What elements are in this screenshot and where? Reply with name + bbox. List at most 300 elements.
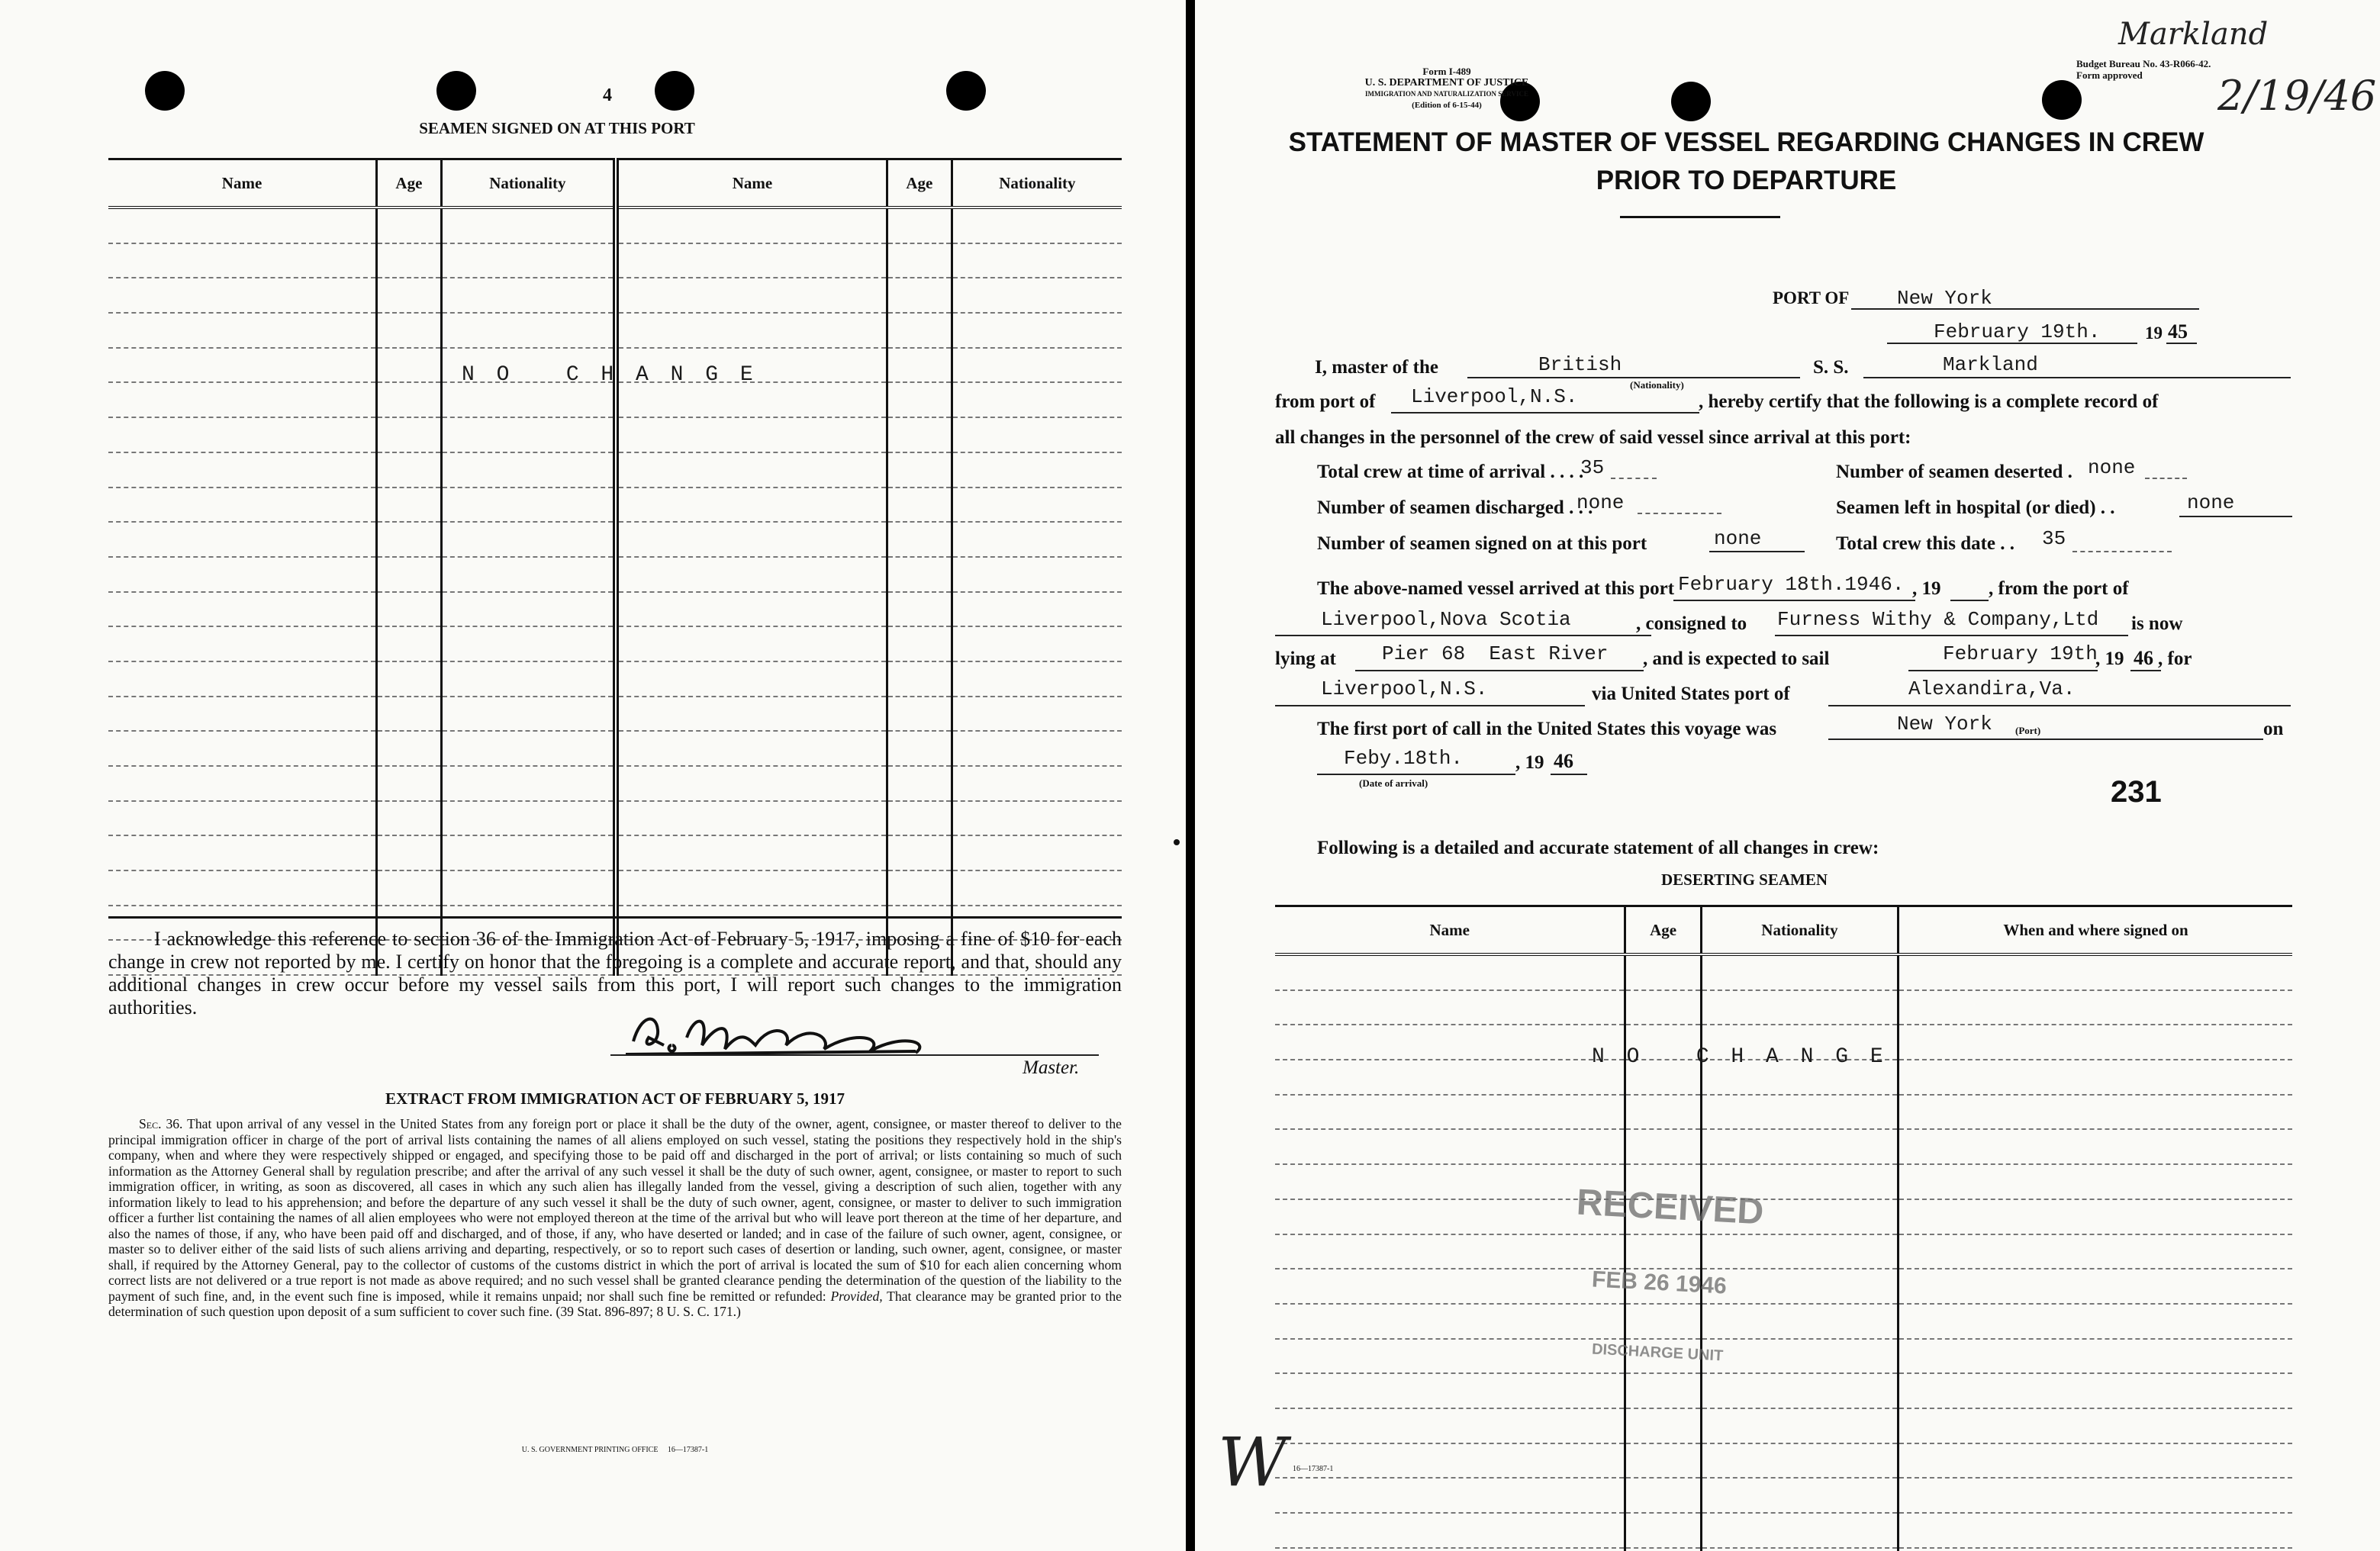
table-cell [1899, 1478, 2292, 1513]
table-cell [1275, 1129, 1625, 1164]
table-cell [616, 766, 887, 801]
table-cell [108, 278, 377, 313]
table-cell [1625, 954, 1701, 990]
table-cell [887, 626, 952, 661]
table-cell [108, 208, 377, 243]
printer-line: U. S. GOVERNMENT PRINTING OFFICE 16—17387-1 [521, 1446, 709, 1454]
table-cell [887, 870, 952, 906]
table-cell [377, 522, 442, 557]
table-cell [1701, 1373, 1898, 1408]
table-cell [616, 488, 887, 523]
table-cell [377, 278, 442, 313]
arrived-year-line [1950, 600, 1989, 601]
section-title: SEAMEN SIGNED ON AT THIS PORT [419, 119, 695, 137]
table-row [108, 488, 1122, 523]
table-header-row [108, 159, 1122, 208]
table-cell [1899, 1443, 2292, 1479]
date-value: February 19th. [1934, 320, 2101, 343]
form-header [1325, 66, 1569, 111]
table-row [108, 208, 1122, 243]
table-cell [377, 697, 442, 732]
table-row [1275, 1478, 2292, 1513]
table-cell [1701, 1478, 1898, 1513]
table-row [108, 661, 1122, 697]
received-date: FEB 26 1946 [1591, 1266, 1728, 1299]
arrived-value: February 18th.1946. [1678, 573, 1905, 596]
table-cell [1899, 954, 2292, 990]
table-cell [1275, 1408, 1625, 1443]
table-cell [1625, 1548, 1701, 1551]
table-cell [377, 452, 442, 488]
extract-citation: (39 Stat. 896-897; 8 U. S. C. 171.) [556, 1304, 741, 1319]
from-port-line [1391, 412, 1699, 413]
table-cell [952, 522, 1122, 557]
table-cell [377, 835, 442, 870]
arrival-year: 46 [1554, 750, 1573, 772]
table-cell [377, 382, 442, 417]
punch-hole [946, 71, 986, 111]
table-cell [887, 348, 952, 383]
table-cell [1701, 1408, 1898, 1443]
form-approved: Form approved [2076, 69, 2143, 81]
table-cell [1275, 1095, 1625, 1130]
received-stamp: RECEIVED [1575, 1182, 1765, 1233]
acknowledgment-text: I acknowledge this reference to section 36 of the Immigration Act of February 5, 1917, imposing a fine of $10 for each change in crew not reported by me. I certify on honor that the foregoing is a complete and accurate report, and that, should any additional changes in crew occur before my vessel sails from this port, I will report such changes to the immigration authorities. [108, 928, 1122, 1018]
table-row [108, 313, 1122, 348]
table-cell [441, 488, 616, 523]
table-row [1275, 1339, 2292, 1374]
first-port-line [1828, 738, 2263, 740]
year-line [2166, 343, 2197, 344]
table-cell [1899, 1269, 2292, 1304]
table-cell [441, 313, 616, 348]
signed-on-value: none [1714, 527, 1762, 550]
expected-value: February 19th [1943, 642, 2098, 665]
all-changes-text: all changes in the personnel of the crew of said vessel since arrival at this port: [1275, 427, 1911, 448]
table-cell [1899, 1095, 2292, 1130]
table-cell [1701, 1513, 1898, 1548]
stamp-number: 231 [2111, 775, 2162, 809]
table-row [108, 697, 1122, 732]
table-cell [1275, 1478, 1625, 1513]
table-cell [616, 313, 887, 348]
table-cell [108, 313, 377, 348]
table-cell [441, 208, 616, 243]
table-cell [1701, 1339, 1898, 1374]
table-cell [952, 870, 1122, 906]
table-cell [1625, 1513, 1701, 1548]
table-cell [1899, 1060, 2292, 1095]
table-cell [108, 488, 377, 523]
table-cell [887, 313, 952, 348]
table-cell [1899, 990, 2292, 1025]
table-cell [952, 348, 1122, 383]
table-cell [1701, 1234, 1898, 1269]
port-of-value: New York [1897, 287, 1992, 310]
expected-year: 46 [2134, 647, 2153, 669]
table-cell [441, 697, 616, 732]
table-cell [1275, 1339, 1625, 1374]
deserting-title: DESERTING SEAMEN [1660, 870, 1828, 889]
table-cell [1625, 1478, 1701, 1513]
budget-bureau: Budget Bureau No. 43-R066-42. [2076, 58, 2211, 69]
year-value: 45 [2168, 320, 2188, 343]
handwritten-date: 2/19/46 [2217, 72, 2377, 120]
title-line-2: PRIOR TO DEPARTURE [1596, 166, 1897, 195]
table-cell [887, 208, 952, 243]
table-cell [108, 557, 377, 592]
center-mark [1174, 839, 1180, 845]
table-row [1275, 990, 2292, 1025]
table-cell [616, 835, 887, 870]
on-label: on [2263, 719, 2284, 739]
table-cell [887, 835, 952, 870]
printer-line: 16—17387-1 [1293, 1465, 1334, 1473]
table-cell [1275, 990, 1625, 1025]
table-cell [1899, 1234, 2292, 1269]
column-header: Name [1275, 906, 1625, 955]
table-row [108, 870, 1122, 906]
table-cell [616, 870, 887, 906]
form-number: Form I-489 [1422, 66, 1471, 77]
first-port-label: The first port of call in the United States this voyage was [1317, 719, 1777, 739]
from-port-value: Liverpool,N.S. [1411, 385, 1578, 408]
table-cell [616, 592, 887, 627]
table-cell [1275, 1164, 1625, 1199]
year-prefix: 19 [2145, 323, 2163, 343]
table-cell [616, 801, 887, 836]
title-line-1: STATEMENT OF MASTER OF VESSEL REGARDING CHANGES IN CREW [1288, 127, 2204, 157]
table-cell [1625, 990, 1701, 1025]
table-cell [441, 592, 616, 627]
table-cell [887, 731, 952, 766]
budget-info [2076, 58, 2211, 81]
table-cell [108, 417, 377, 452]
table-cell [887, 452, 952, 488]
table-cell [441, 452, 616, 488]
table-row [108, 557, 1122, 592]
table-cell [616, 731, 887, 766]
table-row [1275, 1443, 2292, 1479]
table-cell [441, 661, 616, 697]
expected-year-prefix: , 19 [2095, 648, 2124, 669]
table-cell [1899, 1199, 2292, 1234]
table-cell [616, 697, 887, 732]
table-cell [441, 870, 616, 906]
signature-scribble [610, 1007, 1038, 1060]
received-sub: DISCHARGE UNIT [1591, 1340, 1724, 1365]
table-row [1275, 1304, 2292, 1339]
table-cell [108, 382, 377, 417]
page-number: 4 [603, 85, 612, 105]
table-row [108, 731, 1122, 766]
certify-text: , hereby certify that the following is a complete record of [1699, 391, 2159, 412]
table-cell [441, 731, 616, 766]
table-cell [1899, 1129, 2292, 1164]
service: IMMIGRATION AND NATURALIZATION SERVICE [1365, 90, 1528, 98]
discharged-value: none [1576, 491, 1625, 514]
table-cell [616, 452, 887, 488]
punch-hole [436, 71, 476, 111]
edition: (Edition of 6-15-44) [1412, 101, 1482, 110]
column-header: Nationality [441, 159, 616, 208]
table-cell [377, 731, 442, 766]
right-page [1195, 0, 2380, 1551]
table-cell [887, 661, 952, 697]
table-row [108, 522, 1122, 557]
total-crew-date-value: 35 [2042, 527, 2066, 550]
deserted-value: none [2088, 456, 2136, 479]
no-change-text: N O C H A N G E [462, 363, 758, 387]
table-cell [1275, 1199, 1625, 1234]
table-cell [616, 208, 887, 243]
table-cell [1899, 1373, 2292, 1408]
table-row [108, 592, 1122, 627]
table-body [108, 208, 1122, 975]
table-cell [377, 801, 442, 836]
column-header: When and where signed on [1899, 906, 2292, 955]
table-cell [108, 452, 377, 488]
table-cell [952, 731, 1122, 766]
table-cell [887, 522, 952, 557]
table-cell [377, 313, 442, 348]
table-cell [441, 766, 616, 801]
expected-line [1908, 670, 2098, 671]
table-cell [377, 488, 442, 523]
arrival-date-value: Feby.18th. [1344, 747, 1464, 770]
ss-line [1863, 377, 2291, 378]
table-cell [887, 697, 952, 732]
extract-section: Sec. 36. [139, 1116, 183, 1131]
table-cell [1275, 1304, 1625, 1339]
nationality-line [1467, 377, 1800, 378]
is-now-label: is now [2131, 613, 2183, 634]
table-row [1275, 1548, 2292, 1551]
total-crew-arrival-value: 35 [1580, 456, 1605, 479]
left-page [0, 0, 1186, 1551]
destination-line [1275, 705, 1585, 706]
total-crew-arrival-dots [1611, 478, 1657, 479]
signature [610, 1007, 1038, 1060]
table-cell [952, 313, 1122, 348]
table-cell [616, 278, 887, 313]
discharged-dots [1638, 513, 1721, 514]
table-cell [1625, 1234, 1701, 1269]
lying-at-label: lying at [1275, 648, 1336, 669]
discharged-label: Number of seamen discharged . . . [1317, 497, 1593, 518]
table-cell [108, 801, 377, 836]
table-header-row [1275, 906, 2292, 955]
consigned-value: Furness Withy & Company,Ltd [1777, 608, 2099, 631]
table-row [108, 243, 1122, 278]
title-rule [1620, 216, 1780, 218]
consigned-label: , consigned to [1636, 613, 1747, 634]
total-crew-date-label: Total crew this date . . [1836, 533, 2015, 554]
table-cell [1899, 1164, 2292, 1199]
table-cell [1701, 1443, 1898, 1479]
table-cell [441, 626, 616, 661]
table-row [1275, 1513, 2292, 1548]
column-header: Name [108, 159, 377, 208]
table-cell [441, 557, 616, 592]
form-title [1195, 124, 2298, 200]
handwritten-initial: W [1218, 1423, 1287, 1501]
table-cell [1899, 1304, 2292, 1339]
table-row [108, 417, 1122, 452]
table-cell [952, 278, 1122, 313]
table-cell [1701, 1095, 1898, 1130]
table-cell [1625, 1408, 1701, 1443]
punch-hole [145, 71, 185, 111]
no-change-text: N O C H A N G E [1592, 1045, 1888, 1069]
deserted-dots [2145, 478, 2187, 479]
table-cell [377, 417, 442, 452]
table-cell [1625, 1443, 1701, 1479]
lying-at-line [1355, 670, 1644, 671]
following-text: Following is a detailed and accurate statement of all changes in crew: [1317, 838, 1879, 858]
punch-hole [2042, 80, 2082, 120]
first-port-value: New York [1897, 713, 1992, 735]
table-cell [952, 382, 1122, 417]
table-cell [377, 661, 442, 697]
table-cell [108, 592, 377, 627]
table-cell [1701, 1129, 1898, 1164]
arrival-year-line [1551, 774, 1587, 775]
table-cell [441, 522, 616, 557]
table-cell [377, 870, 442, 906]
table-cell [441, 278, 616, 313]
table-cell [108, 626, 377, 661]
table-cell [887, 557, 952, 592]
table-cell [1899, 1548, 2292, 1551]
extract-title: EXTRACT FROM IMMIGRATION ACT OF FEBRUARY 5, 1917 [385, 1089, 845, 1108]
table-cell [1275, 1060, 1625, 1095]
table-cell [887, 766, 952, 801]
table-row [108, 278, 1122, 313]
table-cell [952, 626, 1122, 661]
table-row [1275, 1199, 2292, 1234]
signature-role: Master. [1023, 1057, 1080, 1078]
table-cell [1899, 1513, 2292, 1548]
port-caption: (Port) [2015, 725, 2041, 736]
table-cell [1275, 1025, 1625, 1060]
total-crew-date-dots [2072, 551, 2172, 552]
total-crew-arrival-label: Total crew at time of arrival . . . . [1317, 462, 1584, 482]
table-cell [1701, 1269, 1898, 1304]
table-cell [616, 243, 887, 278]
signature-line [610, 1054, 1099, 1056]
from-the-port-label: , from the port of [1989, 578, 2129, 599]
date-of-arrival-caption: (Date of arrival) [1359, 777, 1428, 789]
department: U. S. DEPARTMENT OF JUSTICE [1364, 77, 1529, 88]
table-cell [1899, 1025, 2292, 1060]
table-cell [1899, 1339, 2292, 1374]
table-cell [952, 417, 1122, 452]
table-cell [1275, 954, 1625, 990]
table-cell [108, 697, 377, 732]
table-cell [1275, 1234, 1625, 1269]
expected-year-line [2130, 670, 2161, 671]
table-cell [377, 592, 442, 627]
table-row [1275, 1095, 2292, 1130]
table-row [108, 626, 1122, 661]
destination-value: Liverpool,N.S. [1321, 677, 1488, 700]
table-bottom-rule [108, 916, 1122, 919]
table-cell [952, 697, 1122, 732]
table-cell [377, 348, 442, 383]
table-row [1275, 1129, 2292, 1164]
table-cell [616, 522, 887, 557]
nationality-value: British [1538, 353, 1622, 376]
table-cell [441, 801, 616, 836]
table-row [1275, 1408, 2292, 1443]
hospital-line [2179, 516, 2292, 517]
from-place-value: Liverpool,Nova Scotia [1321, 608, 1571, 631]
deserted-label: Number of seamen deserted . [1836, 462, 2072, 482]
column-header: Age [1625, 906, 1701, 955]
signed-on-line [1709, 551, 1805, 552]
table-cell [616, 557, 887, 592]
table-cell [1701, 1304, 1898, 1339]
table-cell [108, 348, 377, 383]
ss-value: Markland [1943, 353, 2038, 376]
table-cell [1625, 1129, 1701, 1164]
table-cell [1625, 1304, 1701, 1339]
deserting-table [1275, 905, 2292, 1551]
table-cell [952, 488, 1122, 523]
table-cell [952, 661, 1122, 697]
via-value: Alexandira,Va. [1908, 677, 2076, 700]
table-cell [1701, 990, 1898, 1025]
table-body [1275, 954, 2292, 1551]
table-cell [1275, 1373, 1625, 1408]
table-cell [952, 243, 1122, 278]
consigned-line [1775, 635, 2128, 636]
table-cell [108, 522, 377, 557]
table-cell [441, 835, 616, 870]
table-cell [108, 731, 377, 766]
table-cell [887, 382, 952, 417]
table-cell [1275, 1269, 1625, 1304]
table-cell [441, 417, 616, 452]
table-cell [377, 626, 442, 661]
from-port-label: from port of [1275, 391, 1376, 412]
table-cell [377, 208, 442, 243]
column-header: Name [616, 159, 887, 208]
via-label: via United States port of [1592, 684, 1790, 704]
extract-text [108, 1116, 1122, 1320]
signed-on-table [108, 158, 1122, 976]
table-cell [441, 243, 616, 278]
table-row [1275, 1164, 2292, 1199]
table-cell [108, 661, 377, 697]
lying-at-value: Pier 68 East River [1382, 642, 1609, 665]
table-cell [1275, 1548, 1625, 1551]
table-cell [887, 488, 952, 523]
expected-label: , and is expected to sail [1643, 648, 1830, 669]
master-of-label: I, master of the [1315, 357, 1438, 378]
port-of-label: PORT OF [1773, 288, 1850, 307]
table-cell [887, 243, 952, 278]
table-cell [952, 592, 1122, 627]
table-cell [377, 557, 442, 592]
table-row [1275, 1373, 2292, 1408]
arrival-year-prefix: , 19 [1515, 752, 1544, 773]
column-header: Nationality [952, 159, 1122, 208]
for-label: , for [2158, 648, 2192, 669]
column-header: Nationality [1701, 906, 1898, 955]
table-cell [108, 766, 377, 801]
